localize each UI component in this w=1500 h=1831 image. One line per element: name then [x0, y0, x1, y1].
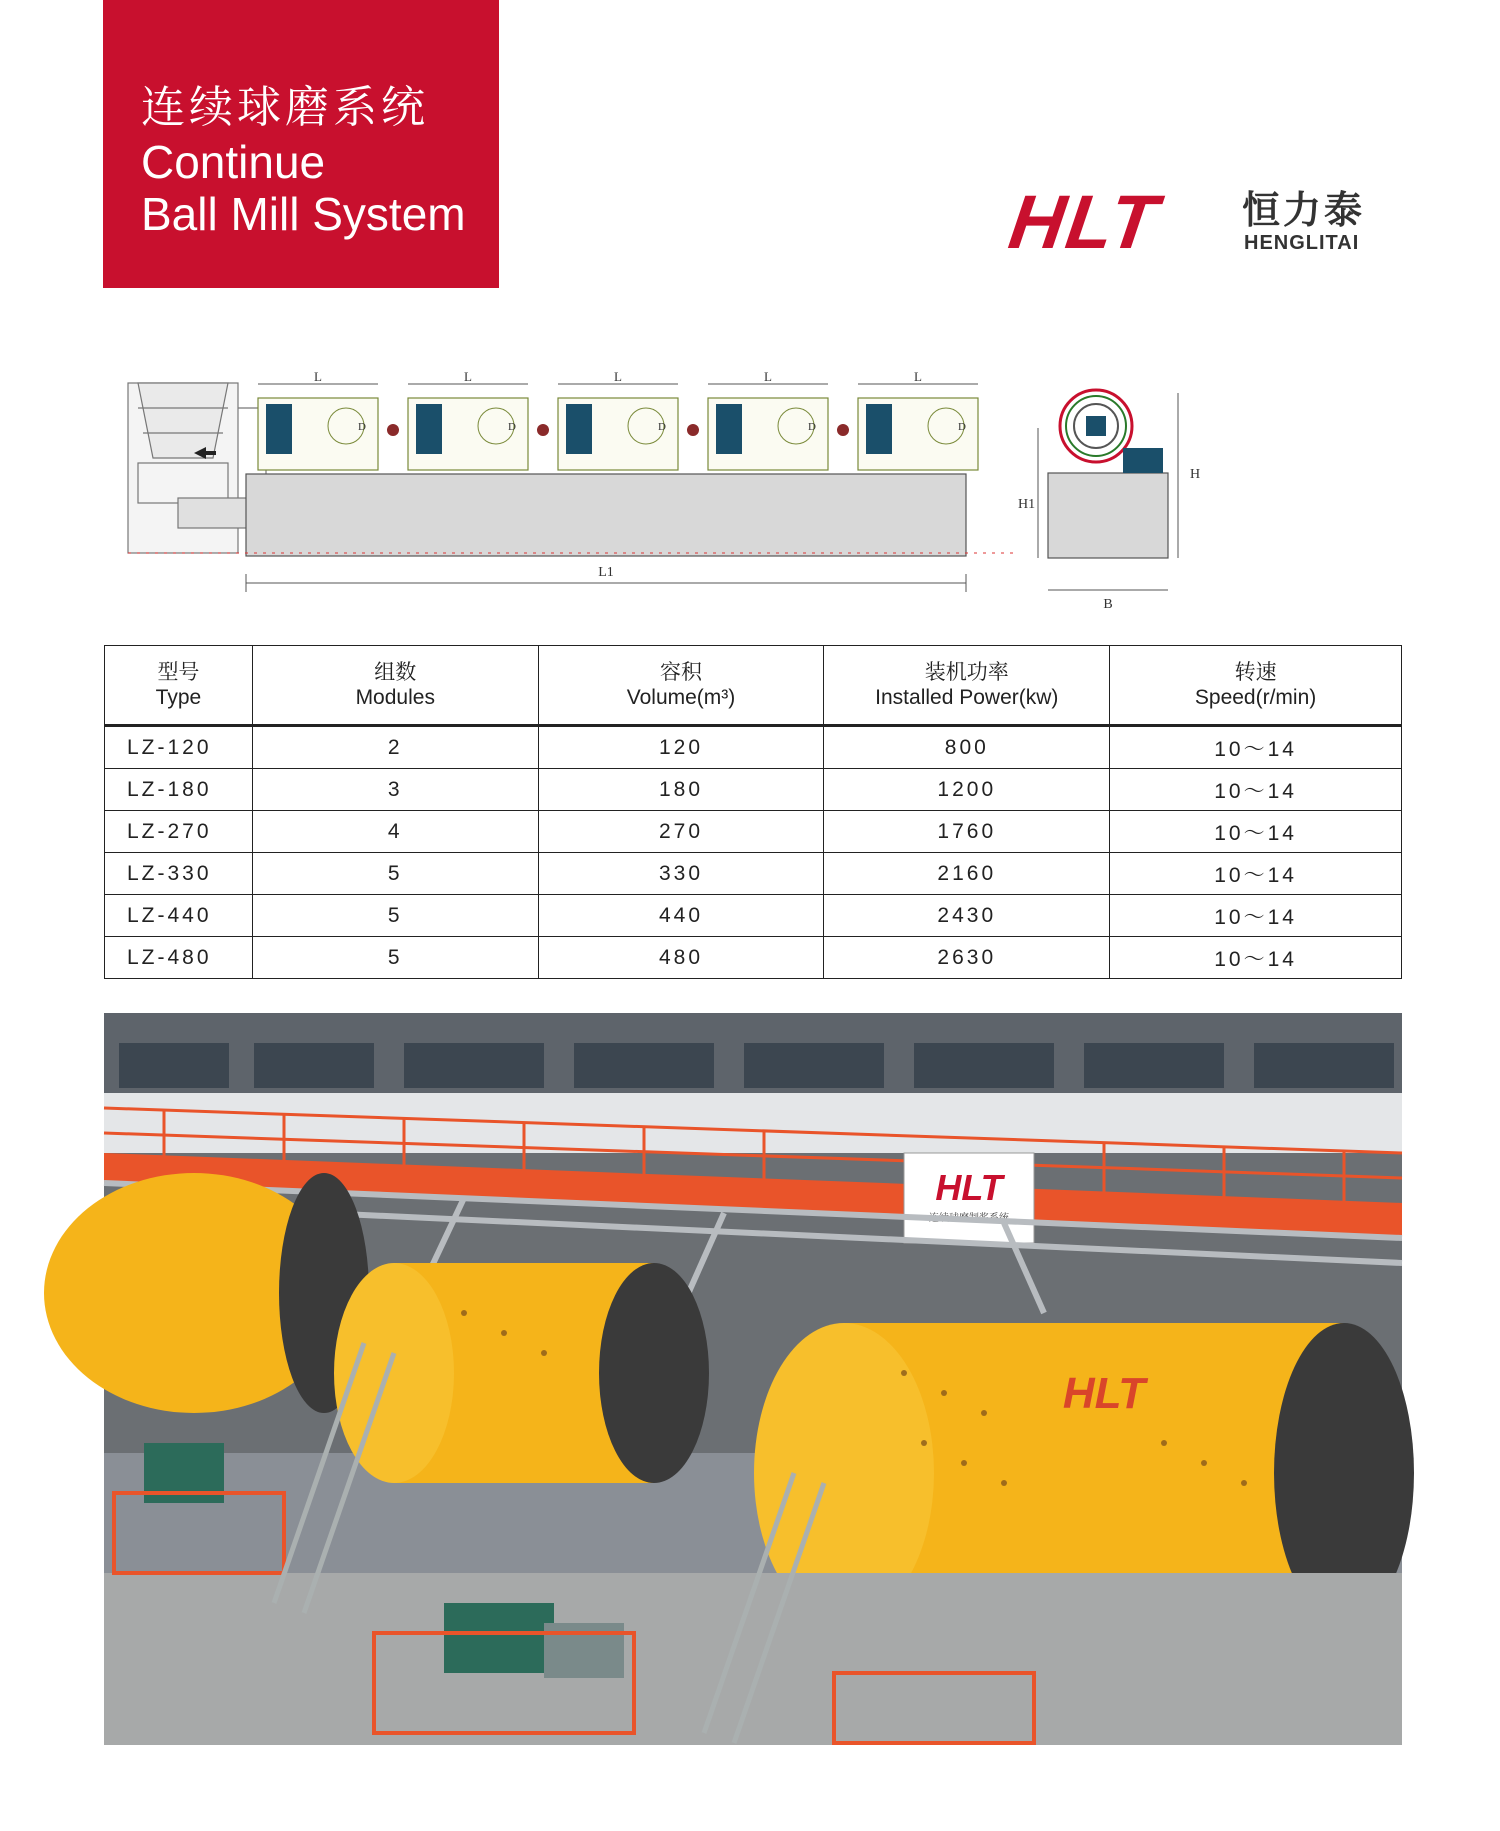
cell-volume: 330: [538, 853, 824, 895]
cell-speed: 10～14: [1110, 853, 1402, 895]
table-row: [105, 937, 1402, 979]
title-english-line2: Ball Mill System: [141, 188, 466, 240]
cell-modules: 2: [252, 726, 538, 769]
cell-speed: 10～14: [1110, 895, 1402, 937]
cell-modules: 5: [252, 853, 538, 895]
header-speed: 转速 Speed(r/min): [1110, 646, 1402, 726]
cell-modules: 3: [252, 769, 538, 811]
logo-mark: HLT: [1004, 180, 1165, 265]
cell-type: LZ-120: [105, 726, 253, 769]
cell-volume: 180: [538, 769, 824, 811]
sign-text: 连续球磨制浆系统: [929, 1213, 1009, 1224]
table-row: [105, 769, 1402, 811]
mill-motor: [266, 404, 292, 454]
title-english-line1: Continue: [141, 136, 326, 188]
cell-power: 1200: [824, 769, 1110, 811]
cell-power: 1760: [824, 811, 1110, 853]
label-D: D: [508, 421, 516, 433]
cell-speed: 10～14: [1110, 811, 1402, 853]
company-logo: [1004, 180, 1400, 265]
cell-type: LZ-330: [105, 853, 253, 895]
cell-volume: 120: [538, 726, 824, 769]
cell-type: LZ-440: [105, 895, 253, 937]
label-D: D: [808, 421, 816, 433]
coupling-joint: [387, 424, 399, 436]
label-L: L: [314, 369, 322, 384]
cell-type: LZ-270: [105, 811, 253, 853]
mill-motor: [866, 404, 892, 454]
mill-modules: [258, 369, 978, 470]
hlt-sign: [904, 1153, 1034, 1243]
label-B: B: [1103, 597, 1113, 612]
label-H: H: [1190, 467, 1201, 482]
label-L: L: [614, 369, 622, 384]
cell-type: LZ-180: [105, 769, 253, 811]
coupling-joint: [537, 424, 549, 436]
label-D: D: [358, 421, 366, 433]
cell-power: 2430: [824, 895, 1110, 937]
label-H1: H1: [1018, 497, 1036, 512]
cell-power: 800: [824, 726, 1110, 769]
table-row: [105, 811, 1402, 853]
ball-mill-left: [44, 1173, 369, 1413]
cell-volume: 480: [538, 937, 824, 979]
label-D: D: [658, 421, 666, 433]
cell-speed: 10～14: [1110, 769, 1402, 811]
title-chinese: 连续球磨系统: [141, 82, 429, 133]
table-row: [105, 895, 1402, 937]
side-view: [1038, 390, 1178, 590]
logo-name-english: HENGLITAI: [1244, 232, 1360, 254]
header-power: 装机功率 Installed Power(kw): [824, 646, 1110, 726]
header-type: 型号 Type: [105, 646, 253, 726]
cell-volume: 440: [538, 895, 824, 937]
technical-drawing: [118, 369, 1388, 628]
title-box: [103, 0, 499, 288]
cell-modules: 4: [252, 811, 538, 853]
ball-mill-center: [334, 1263, 709, 1483]
spec-table: [104, 645, 1402, 979]
cell-modules: 5: [252, 895, 538, 937]
factory-photo: [104, 1013, 1402, 1745]
mill-motor: [566, 404, 592, 454]
side-view-motor: [1123, 448, 1163, 473]
foundation-base: [246, 474, 966, 556]
coupling-joint: [837, 424, 849, 436]
cell-power: 2630: [824, 937, 1110, 979]
table-row: [105, 726, 1402, 769]
label-L: L: [764, 369, 772, 384]
feed-hopper-structure: [128, 383, 266, 553]
mill-logo-mark: HLT: [1062, 1369, 1146, 1418]
cell-volume: 270: [538, 811, 824, 853]
header-volume: 容积 Volume(m³): [538, 646, 824, 726]
label-D: D: [958, 421, 966, 433]
mill-motor: [716, 404, 742, 454]
header-modules: 组数 Modules: [252, 646, 538, 726]
cell-type: LZ-480: [105, 937, 253, 979]
label-L: L: [914, 369, 922, 384]
mill-motor: [416, 404, 442, 454]
cell-speed: 10～14: [1110, 937, 1402, 979]
coupling-joint: [687, 424, 699, 436]
sign-logo-mark: HLT: [935, 1167, 1003, 1208]
cell-power: 2160: [824, 853, 1110, 895]
cell-modules: 5: [252, 937, 538, 979]
windows: [119, 1043, 1394, 1088]
logo-name-chinese: 恒力泰: [1242, 188, 1366, 232]
table-row: [105, 853, 1402, 895]
label-L1: L1: [598, 565, 614, 580]
label-L: L: [464, 369, 472, 384]
table-header-row: [105, 646, 1402, 726]
cell-speed: 10～14: [1110, 726, 1402, 769]
